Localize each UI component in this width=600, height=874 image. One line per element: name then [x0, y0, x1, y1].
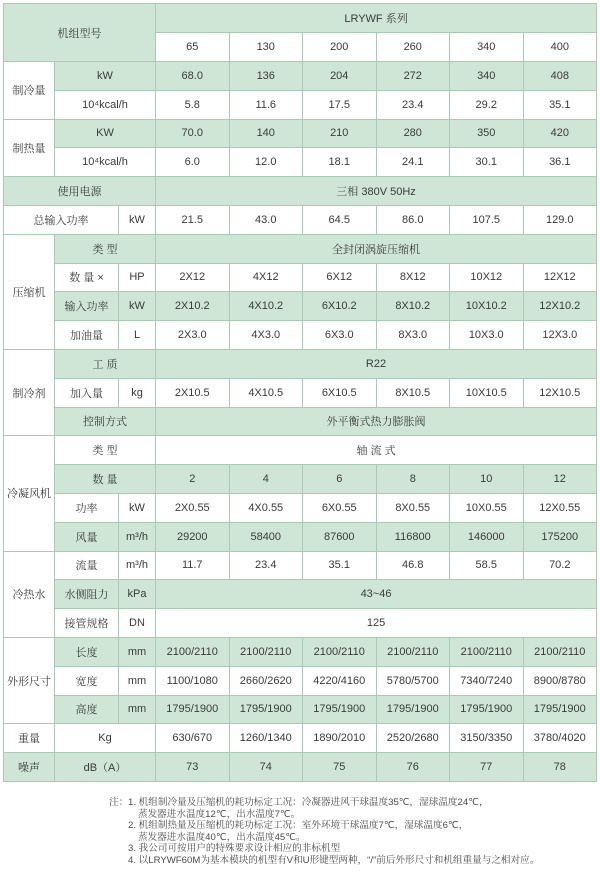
total-power-label: 总输入功率 — [4, 205, 119, 234]
value-cell: 6X3.0 — [303, 321, 377, 350]
value-cell: 5.8 — [156, 90, 230, 119]
model-number: 340 — [450, 33, 524, 62]
value-cell: 29.2 — [450, 90, 524, 119]
row-label: 数 量 — [55, 465, 156, 494]
value-cell: 350 — [450, 119, 524, 148]
value-cell: 1795/1900 — [229, 695, 303, 724]
value-cell: 4 — [229, 465, 303, 494]
value-cell: 630/670 — [156, 724, 230, 753]
row-label: 输入功率 — [55, 292, 119, 321]
row-label: 加入量 — [55, 378, 119, 407]
value-cell: 2X10.2 — [156, 292, 230, 321]
value-cell: 280 — [376, 119, 450, 148]
table-row — [4, 62, 597, 91]
row-label: 流量 — [55, 551, 119, 580]
table-row — [4, 90, 597, 119]
value-cell: 8X0.55 — [376, 493, 450, 522]
value-cell: 2X12 — [156, 263, 230, 292]
note-line: 蒸发器进水温度12℃，出水温度7℃。 — [138, 808, 301, 820]
value-cell: 2 — [156, 465, 230, 494]
value-cell: 87600 — [303, 522, 377, 551]
value-cell: 10X10.2 — [450, 292, 524, 321]
table-row — [4, 321, 597, 350]
value-cell: 10X0.55 — [450, 493, 524, 522]
row-label: 风量 — [55, 522, 119, 551]
unit-cell: mm — [119, 695, 156, 724]
row-label: 高度 — [55, 695, 119, 724]
value-cell: 146000 — [450, 522, 524, 551]
unit-cell: L — [119, 321, 156, 350]
table-row — [4, 119, 597, 148]
value-cell: 24.1 — [376, 148, 450, 177]
table-row — [4, 177, 597, 206]
value-cell: 12X0.55 — [523, 493, 597, 522]
value-cell: 6.0 — [156, 148, 230, 177]
value-cell: 8900/8780 — [523, 666, 597, 695]
value-cell: 12X10.5 — [523, 378, 597, 407]
value-cell: 10X3.0 — [450, 321, 524, 350]
value-cell: 12.0 — [229, 148, 303, 177]
fan-type-value: 轴 流 式 — [156, 436, 597, 465]
value-cell: 4X10.2 — [229, 292, 303, 321]
value-cell: 10 — [450, 465, 524, 494]
value-cell: 3150/3350 — [450, 724, 524, 753]
value-cell: 340 — [450, 62, 524, 91]
value-cell: 73 — [156, 753, 230, 782]
value-cell: 8X3.0 — [376, 321, 450, 350]
notes-label: 注： — [109, 797, 129, 808]
power-supply-label: 使用电源 — [4, 177, 156, 206]
value-cell: 7340/7240 — [450, 666, 524, 695]
compressor-type-value: 全封闭涡旋压缩机 — [156, 234, 597, 263]
row-label: 加油量 — [55, 321, 119, 350]
refrigerant-medium-value: R22 — [156, 349, 597, 378]
value-cell: 140 — [229, 119, 303, 148]
unit-cell: kW — [119, 205, 156, 234]
row-label: 工 质 — [55, 349, 156, 378]
value-cell: 18.1 — [303, 148, 377, 177]
value-cell: 2X10.5 — [156, 378, 230, 407]
value-cell: 43.0 — [229, 205, 303, 234]
row-label: 控制方式 — [55, 407, 156, 436]
value-cell: 46.8 — [376, 551, 450, 580]
value-cell: 8X10.5 — [376, 378, 450, 407]
compressor-label: 压缩机 — [4, 234, 55, 349]
value-cell: 58.5 — [450, 551, 524, 580]
value-cell: 2100/2110 — [450, 637, 524, 666]
value-cell: 12X3.0 — [523, 321, 597, 350]
value-cell: 58400 — [229, 522, 303, 551]
value-cell: 2520/2680 — [376, 724, 450, 753]
value-cell: 64.5 — [303, 205, 377, 234]
value-cell: 68.0 — [156, 62, 230, 91]
table-row — [4, 148, 597, 177]
note-line: 3. 我公司可按用户的特殊要求设计相应的非标机型 — [128, 843, 341, 855]
value-cell: 30.1 — [450, 148, 524, 177]
table-row — [4, 378, 597, 407]
row-label: 接管规格 — [55, 609, 119, 638]
value-cell: 17.5 — [303, 90, 377, 119]
value-cell: 1795/1900 — [523, 695, 597, 724]
value-cell: 12 — [523, 465, 597, 494]
value-cell: 75 — [303, 753, 377, 782]
cooling-label: 制冷量 — [4, 62, 55, 120]
value-cell: 1260/1340 — [229, 724, 303, 753]
row-label: 类 型 — [55, 436, 156, 465]
value-cell: 1100/1080 — [156, 666, 230, 695]
table-row — [4, 695, 597, 724]
dimensions-label: 外形尺寸 — [4, 637, 55, 723]
notes — [109, 797, 590, 867]
spec-table — [3, 3, 597, 782]
note-line: 1. 机组制冷量及压缩机的耗功标定工况：冷凝器进风干球温度35℃，湿球温度24℃， — [128, 797, 489, 808]
heating-label: 制热量 — [4, 119, 55, 177]
value-cell: 129.0 — [523, 205, 597, 234]
value-cell: 29200 — [156, 522, 230, 551]
value-cell: 35.1 — [303, 551, 377, 580]
value-cell: 77 — [450, 753, 524, 782]
unit-cell: KW — [55, 119, 156, 148]
model-label: 机组型号 — [4, 4, 156, 62]
value-cell: 76 — [376, 753, 450, 782]
value-cell: 86.0 — [376, 205, 450, 234]
value-cell: 3780/4020 — [523, 724, 597, 753]
noise-label: 噪声 — [4, 753, 55, 782]
value-cell: 4X3.0 — [229, 321, 303, 350]
table-row — [4, 4, 597, 33]
table-row — [4, 465, 597, 494]
note-line: 2. 机组制热量及压缩机的耗功标定工况：室外环境干球温度7℃，湿球温度6℃， — [128, 820, 469, 832]
table-row — [4, 205, 597, 234]
unit-cell: 10⁴kcal/h — [55, 90, 156, 119]
value-cell: 1795/1900 — [156, 695, 230, 724]
value-cell: 23.4 — [229, 551, 303, 580]
row-label: 功率 — [55, 493, 119, 522]
table-row — [4, 522, 597, 551]
table-row — [4, 580, 597, 609]
unit-cell: 10⁴kcal/h — [55, 148, 156, 177]
value-cell: 2100/2110 — [229, 637, 303, 666]
value-cell: 10X10.5 — [450, 378, 524, 407]
value-cell: 136 — [229, 62, 303, 91]
value-cell: 1795/1900 — [376, 695, 450, 724]
value-cell: 2X0.55 — [156, 493, 230, 522]
value-cell: 6 — [303, 465, 377, 494]
note-line: 4. 以LRYWF60M为基本模块的机型有V和U形键型两种，“/”前后外形尺寸和机组重量与之相对应。 — [128, 854, 540, 866]
note-line: 蒸发器进水温度40℃，出水温度45℃。 — [138, 831, 306, 843]
value-cell: 2100/2110 — [523, 637, 597, 666]
value-cell: 4X10.5 — [229, 378, 303, 407]
table-row — [4, 234, 597, 263]
control-method-value: 外平衡式热力膨胀阀 — [156, 407, 597, 436]
table-row — [4, 637, 597, 666]
unit-cell: m³/h — [119, 522, 156, 551]
unit-cell: m³/h — [119, 551, 156, 580]
power-supply-value: 三相 380V 50Hz — [156, 177, 597, 206]
value-cell: 8X10.2 — [376, 292, 450, 321]
value-cell: 4X12 — [229, 263, 303, 292]
value-cell: 210 — [303, 119, 377, 148]
table-row — [4, 493, 597, 522]
table-row — [4, 407, 597, 436]
table-row — [4, 724, 597, 753]
value-cell: 8X12 — [376, 263, 450, 292]
row-label: 长度 — [55, 637, 119, 666]
value-cell: 6X12 — [303, 263, 377, 292]
value-cell: 4X0.55 — [229, 493, 303, 522]
value-cell: 204 — [303, 62, 377, 91]
table-row — [4, 349, 597, 378]
value-cell: 11.6 — [229, 90, 303, 119]
value-cell: 70.2 — [523, 551, 597, 580]
value-cell: 5780/5700 — [376, 666, 450, 695]
row-label: 数 量 × — [55, 263, 119, 292]
table-row — [4, 436, 597, 465]
table-row — [4, 292, 597, 321]
value-cell: 6X0.55 — [303, 493, 377, 522]
value-cell: 175200 — [523, 522, 597, 551]
pipe-size-value: 125 — [156, 609, 597, 638]
value-cell: 2660/2620 — [229, 666, 303, 695]
model-number: 65 — [156, 33, 230, 62]
value-cell: 35.1 — [523, 90, 597, 119]
series-label: LRYWF 系列 — [156, 4, 597, 33]
unit-cell: DN — [119, 609, 156, 638]
value-cell: 11.7 — [156, 551, 230, 580]
value-cell: 6X10.2 — [303, 292, 377, 321]
unit-cell: kW — [55, 62, 156, 91]
table-row — [4, 263, 597, 292]
unit-cell: mm — [119, 666, 156, 695]
value-cell: 107.5 — [450, 205, 524, 234]
value-cell: 74 — [229, 753, 303, 782]
value-cell: 2100/2110 — [303, 637, 377, 666]
value-cell: 8 — [376, 465, 450, 494]
fan-label: 冷凝风机 — [4, 436, 55, 551]
table-row — [4, 551, 597, 580]
unit-cell: kg — [119, 378, 156, 407]
row-label: 类 型 — [55, 234, 156, 263]
value-cell: 116800 — [376, 522, 450, 551]
row-label: 宽度 — [55, 666, 119, 695]
value-cell: 70.0 — [156, 119, 230, 148]
value-cell: 10X12 — [450, 263, 524, 292]
table-row — [4, 666, 597, 695]
table-row — [4, 609, 597, 638]
model-number: 260 — [376, 33, 450, 62]
value-cell: 78 — [523, 753, 597, 782]
value-cell: 2100/2110 — [376, 637, 450, 666]
unit-cell: dB（A） — [55, 753, 156, 782]
value-cell: 6X10.5 — [303, 378, 377, 407]
value-cell: 36.1 — [523, 148, 597, 177]
water-label: 冷热水 — [4, 551, 55, 637]
value-cell: 12X10.2 — [523, 292, 597, 321]
value-cell: 21.5 — [156, 205, 230, 234]
unit-cell: HP — [119, 263, 156, 292]
unit-cell: mm — [119, 637, 156, 666]
value-cell: 1795/1900 — [303, 695, 377, 724]
value-cell: 2X3.0 — [156, 321, 230, 350]
water-resistance-value: 43~46 — [156, 580, 597, 609]
value-cell: 4220/4160 — [303, 666, 377, 695]
unit-cell: kPa — [119, 580, 156, 609]
model-number: 130 — [229, 33, 303, 62]
refrigerant-label: 制冷剂 — [4, 349, 55, 435]
weight-label: 重量 — [4, 724, 55, 753]
value-cell: 23.4 — [376, 90, 450, 119]
unit-cell: kW — [119, 493, 156, 522]
value-cell: 1795/1900 — [450, 695, 524, 724]
value-cell: 272 — [376, 62, 450, 91]
model-number: 400 — [523, 33, 597, 62]
model-number: 200 — [303, 33, 377, 62]
value-cell: 408 — [523, 62, 597, 91]
value-cell: 420 — [523, 119, 597, 148]
value-cell: 2100/2110 — [156, 637, 230, 666]
row-label: 水侧阻力 — [55, 580, 119, 609]
value-cell: 12X12 — [523, 263, 597, 292]
value-cell: 1890/2010 — [303, 724, 377, 753]
table-row — [4, 753, 597, 782]
unit-cell: kW — [119, 292, 156, 321]
unit-cell: Kg — [55, 724, 156, 753]
